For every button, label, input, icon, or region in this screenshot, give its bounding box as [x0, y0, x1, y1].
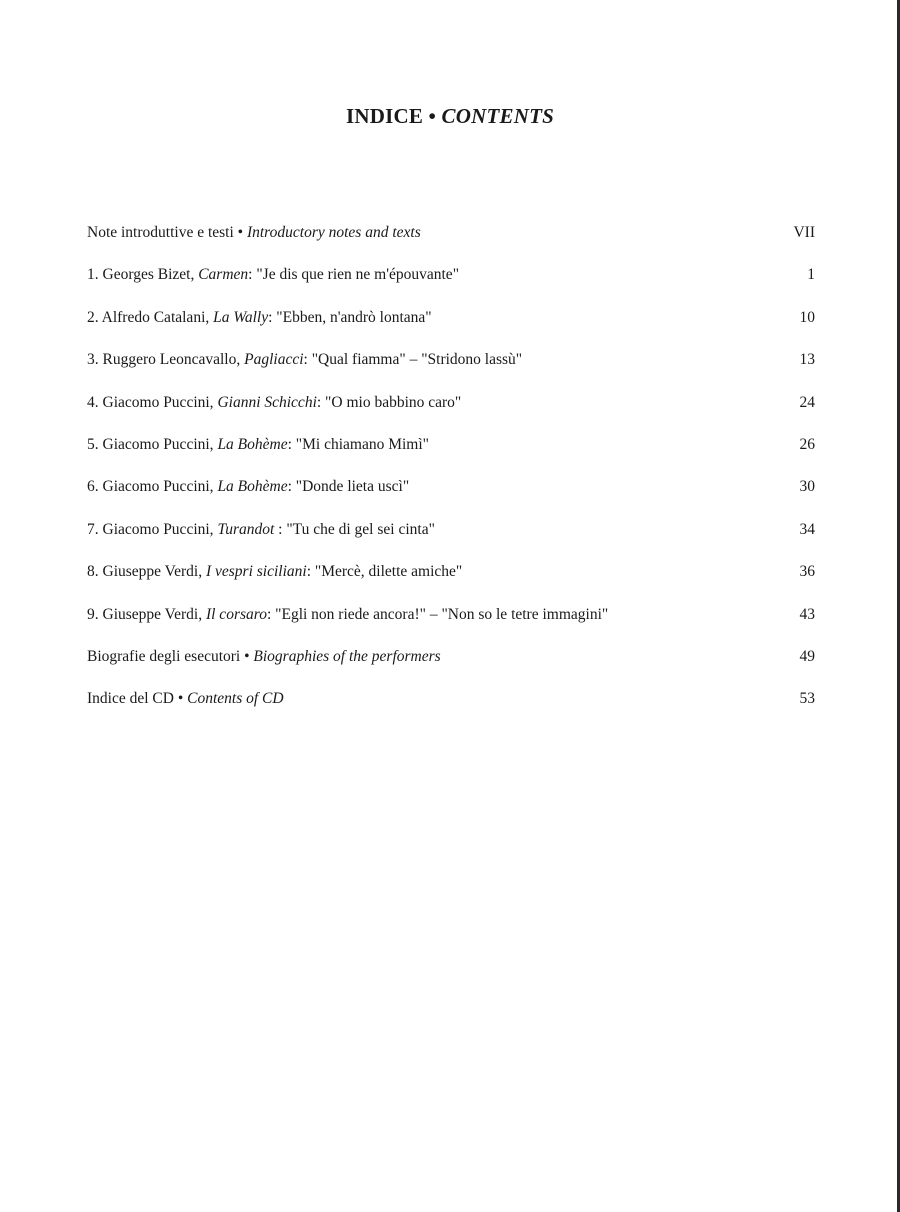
toc-page-number: 13 [799, 351, 815, 369]
toc-entry-text: Note introduttive e testi • Introductory notes and texts [87, 224, 421, 241]
toc-entry-biographies[interactable] [87, 644, 815, 686]
toc-page-number: 36 [799, 563, 815, 581]
toc-page-number: VII [793, 224, 815, 241]
toc-page-number: 30 [799, 478, 815, 496]
toc-page-number: 1 [807, 266, 815, 284]
toc-page-number: 53 [799, 690, 815, 708]
toc-entry-5[interactable] [87, 432, 815, 474]
toc-entry-text: Indice del CD • Contents of CD [87, 690, 284, 708]
toc-page-number: 43 [799, 605, 815, 623]
toc-page-number: 10 [799, 308, 815, 326]
toc-entry-2[interactable] [87, 305, 815, 347]
page-title [0, 104, 900, 129]
toc-page-number: 24 [799, 393, 815, 411]
toc-entry-text: 5. Giacomo Puccini, La Bohème: "Mi chiamano Mimì" [87, 435, 429, 453]
toc-page-number: 26 [799, 435, 815, 453]
toc-entry-text: Biografie degli esecutori • Biographies of the performers [87, 647, 441, 665]
toc-entry-intro[interactable] [87, 220, 815, 262]
toc-entry-text: 6. Giacomo Puccini, La Bohème: "Donde lieta uscì" [87, 478, 410, 496]
toc-entry-8[interactable] [87, 559, 815, 601]
toc-entry-7[interactable] [87, 517, 815, 559]
toc-entry-6[interactable] [87, 474, 815, 516]
toc-entry-9[interactable] [87, 602, 815, 644]
toc-entry-text: 9. Giuseppe Verdi, Il corsaro: "Egli non riede ancora!" – "Non so le tetre immagini" [87, 605, 609, 623]
toc-entry-text: 7. Giacomo Puccini, Turandot : "Tu che di gel sei cinta" [87, 520, 435, 538]
title-italic: CONTENTS [441, 104, 554, 128]
toc-entry-text: 3. Ruggero Leoncavallo, Pagliacci: "Qual fiamma" – "Stridono lassù" [87, 351, 523, 369]
toc-entry-4[interactable] [87, 390, 815, 432]
toc-entry-text: 1. Georges Bizet, Carmen: "Je dis que rien ne m'épouvante" [87, 266, 460, 284]
toc-entry-1[interactable] [87, 262, 815, 304]
toc-entry-3[interactable] [87, 347, 815, 389]
toc-entry-text: 8. Giuseppe Verdi, I vespri siciliani: "Mercè, dilette amiche" [87, 563, 463, 581]
toc-entry-text: 2. Alfredo Catalani, La Wally: "Ebben, n'andrò lontana" [87, 308, 432, 326]
toc-entry-text: 4. Giacomo Puccini, Gianni Schicchi: "O mio babbino caro" [87, 393, 462, 411]
toc-entry-cd-contents[interactable] [87, 686, 815, 728]
table-of-contents [87, 220, 815, 729]
title-main: INDICE • [346, 104, 442, 128]
toc-page-number: 34 [799, 520, 815, 538]
toc-page-number: 49 [799, 647, 815, 665]
